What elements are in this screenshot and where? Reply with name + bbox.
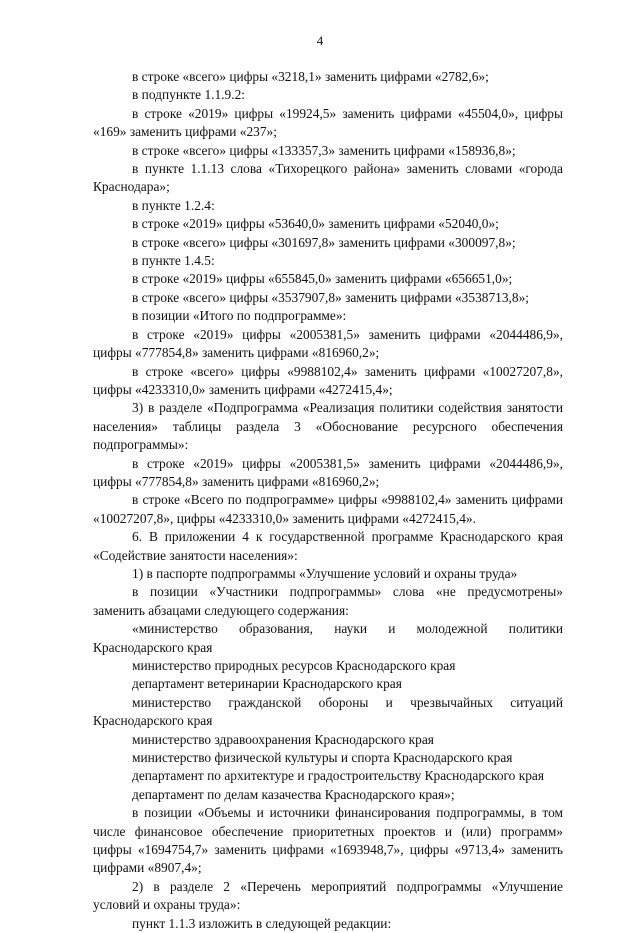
paragraph: 6. В приложении 4 к государственной программе Краснодарского края «Содействие занятости населения»: <box>93 529 563 563</box>
paragraph: в пункте 1.2.4: <box>132 197 215 213</box>
paragraph: 2) в разделе 2 «Перечень мероприятий подпрограммы «Улучшение условий и охраны труда»: <box>93 878 563 913</box>
paragraph: в строке «всего» цифры «9988102,4» заменить цифрами «10027207,8», цифры «4233310,0» заменить цифрами «4272415,4»; <box>93 363 563 397</box>
paragraph: в пункте 1.1.13 слова «Тихорецкого района» заменить словами «города Краснодара»; <box>93 161 563 195</box>
paragraph: в позиции «Объемы и источники финансирования подпрограммы, в том числе финансовое обеспечение приоритетных проектов и (или) программ» цифры «1694754,7» заменить цифрами «1693948,7», цифры «9713,4» заменить цифрами «8907,4»; <box>93 805 563 876</box>
paragraph: в строке «2019» цифры «53640,0» заменить цифрами «52040,0»; <box>132 216 499 232</box>
paragraph: в строке «2019» цифры «655845,0» заменить цифрами «656651,0»; <box>132 271 513 287</box>
paragraph: в позиции «Итого по подпрограмме»: <box>132 308 347 324</box>
paragraph: министерство физической культуры и спорта Краснодарского края <box>132 750 513 766</box>
paragraph: в строке «2019» цифры «2005381,5» заменить цифрами «2044486,9», цифры «777854,8» заменить цифрами «816960,2»; <box>93 326 563 361</box>
paragraph: в подпункте 1.1.9.2: <box>132 87 246 103</box>
paragraph: в строке «2019» цифры «2005381,5» заменить цифрами «2044486,9», цифры «777854,8» заменить цифрами «816960,2»; <box>93 455 563 489</box>
paragraph: в строке «всего» цифры «301697,8» заменить цифрами «300097,8»; <box>132 234 516 250</box>
paragraph: в строке «всего» цифры «3218,1» заменить цифрами «2782,6»; <box>132 69 489 84</box>
paragraph: министерство здравоохранения Краснодарского края <box>132 731 434 747</box>
paragraph: департамент по делам казачества Краснодарского края»; <box>132 786 455 802</box>
paragraph: департамент ветеринарии Краснодарского края <box>132 676 402 692</box>
page-number: 4 <box>316 33 324 48</box>
paragraph: в строке «всего» цифры «133357,3» заменить цифрами «158936,8»; <box>132 142 516 158</box>
paragraph: 3) в разделе «Подпрограмма «Реализация политики содействия занятости населения» таблицы раздела 3 «Обоснование ресурсного обеспечения подпрограммы»: <box>93 400 563 453</box>
paragraph: в строке «всего» цифры «3537907,8» заменить цифрами «3538713,8»; <box>132 289 530 305</box>
paragraph: в строке «2019» цифры «19924,5» заменить цифрами «45504,0», цифры «169» заменить цифрами «237»; <box>93 105 563 140</box>
paragraph: министерство природных ресурсов Краснодарского края <box>132 658 456 673</box>
paragraph: 1) в паспорте подпрограммы «Улучшение условий и охраны труда» <box>132 565 518 581</box>
document-body <box>93 68 563 933</box>
paragraph: в строке «Всего по подпрограмме» цифры «9988102,4» заменить цифрами «10027207,8», цифры «4233310,0» заменить цифрами «4272415,4». <box>93 492 563 526</box>
paragraph: министерство гражданской обороны и чрезвычайных ситуаций Краснодарского края <box>93 694 563 729</box>
paragraph: департамент по архитектуре и градостроительству Краснодарского края <box>132 768 545 784</box>
paragraph: в пункте 1.4.5: <box>132 253 215 269</box>
paragraph: в позиции «Участники подпрограммы» слова «не предусмотрены» заменить абзацами следующего содержания: <box>93 584 563 618</box>
paragraph: пункт 1.1.3 изложить в следующей редакции: <box>132 915 392 931</box>
paragraph: «министерство образования, науки и молодежной политики Краснодарского края <box>93 621 563 655</box>
